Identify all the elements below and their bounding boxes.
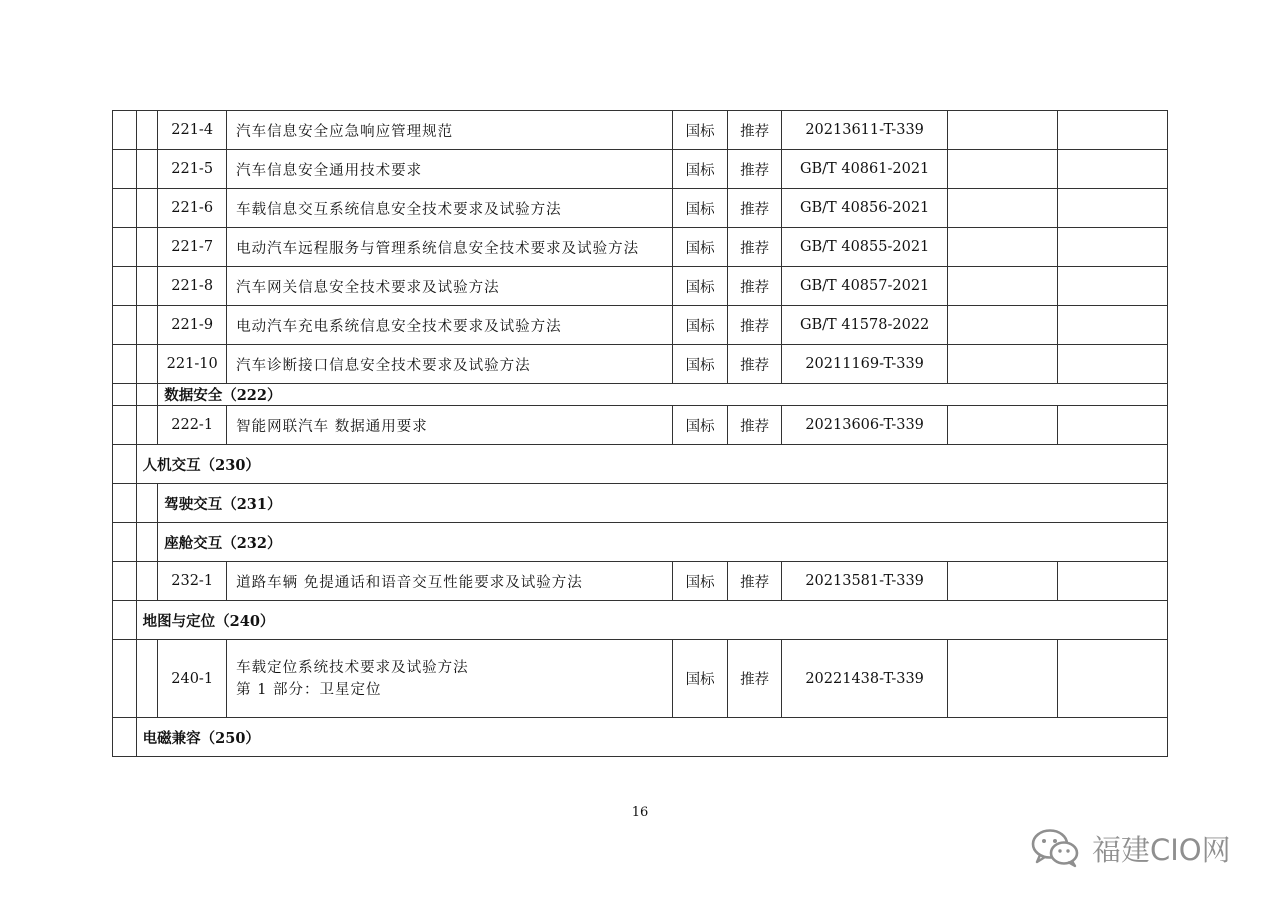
blank-cell bbox=[947, 150, 1057, 189]
blank-cell bbox=[1057, 228, 1167, 267]
standard-level: 国标 bbox=[673, 562, 727, 601]
blank-cell bbox=[1057, 189, 1167, 228]
standard-level: 国标 bbox=[673, 640, 727, 718]
indent-cell bbox=[136, 267, 158, 306]
indent-cell bbox=[136, 562, 158, 601]
blank-cell bbox=[1057, 306, 1167, 345]
table-row bbox=[113, 384, 1168, 406]
category-heading: 人机交互（230） bbox=[136, 445, 1167, 484]
item-name: 智能网联汽车 数据通用要求 bbox=[227, 406, 673, 445]
standard-level: 国标 bbox=[673, 406, 727, 445]
standard-level: 国标 bbox=[673, 150, 727, 189]
table-row bbox=[113, 445, 1168, 484]
indent-cell bbox=[136, 384, 158, 406]
standard-kind: 推荐 bbox=[727, 189, 781, 228]
blank-cell bbox=[947, 562, 1057, 601]
indent-cell bbox=[113, 189, 137, 228]
watermark bbox=[1030, 824, 1250, 872]
table-row bbox=[113, 523, 1168, 562]
page-number: 16 bbox=[631, 805, 649, 820]
blank-cell bbox=[1057, 640, 1167, 718]
standard-level: 国标 bbox=[673, 306, 727, 345]
indent-cell bbox=[136, 640, 158, 718]
subcategory-heading: 座舱交互（232） bbox=[158, 523, 1168, 562]
standards-table bbox=[112, 110, 1168, 757]
standard-code: GB/T 40857-2021 bbox=[782, 267, 948, 306]
item-name-line: 车载定位系统技术要求及试验方法 bbox=[236, 659, 469, 676]
table-row bbox=[113, 406, 1168, 445]
blank-cell bbox=[947, 111, 1057, 150]
table-row bbox=[113, 111, 1168, 150]
blank-cell bbox=[947, 228, 1057, 267]
blank-cell bbox=[1057, 345, 1167, 384]
item-number: 221-10 bbox=[158, 345, 227, 384]
indent-cell bbox=[113, 267, 137, 306]
item-number: 222-1 bbox=[158, 406, 227, 445]
indent-cell bbox=[113, 384, 137, 406]
indent-cell bbox=[113, 406, 137, 445]
standard-kind: 推荐 bbox=[727, 640, 781, 718]
table-row bbox=[113, 189, 1168, 228]
standard-kind: 推荐 bbox=[727, 228, 781, 267]
standard-code: 20211169-T-339 bbox=[782, 345, 948, 384]
standard-code: GB/T 40855-2021 bbox=[782, 228, 948, 267]
table-row bbox=[113, 306, 1168, 345]
indent-cell bbox=[136, 228, 158, 267]
indent-cell bbox=[113, 484, 137, 523]
standard-code: 20213611-T-339 bbox=[782, 111, 948, 150]
indent-cell bbox=[113, 640, 137, 718]
item-number: 221-7 bbox=[158, 228, 227, 267]
indent-cell bbox=[113, 228, 137, 267]
indent-cell bbox=[113, 445, 137, 484]
table-row bbox=[113, 601, 1168, 640]
standard-level: 国标 bbox=[673, 345, 727, 384]
indent-cell bbox=[136, 189, 158, 228]
item-name: 车载信息交互系统信息安全技术要求及试验方法 bbox=[227, 189, 673, 228]
subcategory-heading: 数据安全（222） bbox=[158, 384, 1168, 406]
standard-code: GB/T 40861-2021 bbox=[782, 150, 948, 189]
indent-cell bbox=[113, 718, 137, 757]
standard-kind: 推荐 bbox=[727, 562, 781, 601]
standard-level: 国标 bbox=[673, 111, 727, 150]
indent-cell bbox=[136, 484, 158, 523]
standard-code: 20213606-T-339 bbox=[782, 406, 948, 445]
standard-level: 国标 bbox=[673, 267, 727, 306]
category-heading: 地图与定位（240） bbox=[136, 601, 1167, 640]
item-number: 221-6 bbox=[158, 189, 227, 228]
standard-code: 20221438-T-339 bbox=[782, 640, 948, 718]
item-name: 汽车诊断接口信息安全技术要求及试验方法 bbox=[227, 345, 673, 384]
standard-kind: 推荐 bbox=[727, 345, 781, 384]
blank-cell bbox=[1057, 562, 1167, 601]
indent-cell bbox=[113, 150, 137, 189]
table-row bbox=[113, 640, 1168, 718]
blank-cell bbox=[1057, 406, 1167, 445]
item-name: 道路车辆 免提通话和语音交互性能要求及试验方法 bbox=[227, 562, 673, 601]
item-number: 221-5 bbox=[158, 150, 227, 189]
table-row bbox=[113, 150, 1168, 189]
indent-cell bbox=[113, 562, 137, 601]
indent-cell bbox=[136, 150, 158, 189]
indent-cell bbox=[113, 523, 137, 562]
standard-code: 20213581-T-339 bbox=[782, 562, 948, 601]
table-row bbox=[113, 718, 1168, 757]
table-row bbox=[113, 345, 1168, 384]
blank-cell bbox=[947, 267, 1057, 306]
item-number: 232-1 bbox=[158, 562, 227, 601]
indent-cell bbox=[136, 306, 158, 345]
blank-cell bbox=[947, 406, 1057, 445]
standard-kind: 推荐 bbox=[727, 150, 781, 189]
item-number: 221-4 bbox=[158, 111, 227, 150]
item-name: 汽车信息安全通用技术要求 bbox=[227, 150, 673, 189]
standard-level: 国标 bbox=[673, 189, 727, 228]
item-number: 240-1 bbox=[158, 640, 227, 718]
blank-cell bbox=[1057, 267, 1167, 306]
standard-code: GB/T 40856-2021 bbox=[782, 189, 948, 228]
standard-level: 国标 bbox=[673, 228, 727, 267]
table-row bbox=[113, 562, 1168, 601]
standard-kind: 推荐 bbox=[727, 406, 781, 445]
indent-cell bbox=[113, 601, 137, 640]
item-name-line: 第 1 部分：卫星定位 bbox=[236, 681, 382, 698]
standard-code: GB/T 41578-2022 bbox=[782, 306, 948, 345]
blank-cell bbox=[947, 189, 1057, 228]
standard-kind: 推荐 bbox=[727, 267, 781, 306]
indent-cell bbox=[136, 523, 158, 562]
standard-kind: 推荐 bbox=[727, 111, 781, 150]
category-heading: 电磁兼容（250） bbox=[136, 718, 1167, 757]
blank-cell bbox=[947, 640, 1057, 718]
table-row bbox=[113, 267, 1168, 306]
blank-cell bbox=[947, 345, 1057, 384]
subcategory-heading: 驾驶交互（231） bbox=[158, 484, 1168, 523]
blank-cell bbox=[947, 306, 1057, 345]
item-name: 电动汽车充电系统信息安全技术要求及试验方法 bbox=[227, 306, 673, 345]
item-number: 221-9 bbox=[158, 306, 227, 345]
item-name: 汽车网关信息安全技术要求及试验方法 bbox=[227, 267, 673, 306]
wechat-icon bbox=[1030, 828, 1082, 868]
blank-cell bbox=[1057, 111, 1167, 150]
table-row bbox=[113, 228, 1168, 267]
table-body bbox=[113, 111, 1168, 757]
item-name: 汽车信息安全应急响应管理规范 bbox=[227, 111, 673, 150]
indent-cell bbox=[136, 111, 158, 150]
indent-cell bbox=[136, 345, 158, 384]
blank-cell bbox=[1057, 150, 1167, 189]
indent-cell bbox=[113, 111, 137, 150]
standard-kind: 推荐 bbox=[727, 306, 781, 345]
item-name bbox=[227, 640, 673, 718]
item-number: 221-8 bbox=[158, 267, 227, 306]
watermark-text: 福建CIO网 bbox=[1092, 832, 1231, 867]
indent-cell bbox=[113, 345, 137, 384]
indent-cell bbox=[113, 306, 137, 345]
item-name: 电动汽车远程服务与管理系统信息安全技术要求及试验方法 bbox=[227, 228, 673, 267]
table-row bbox=[113, 484, 1168, 523]
indent-cell bbox=[136, 406, 158, 445]
